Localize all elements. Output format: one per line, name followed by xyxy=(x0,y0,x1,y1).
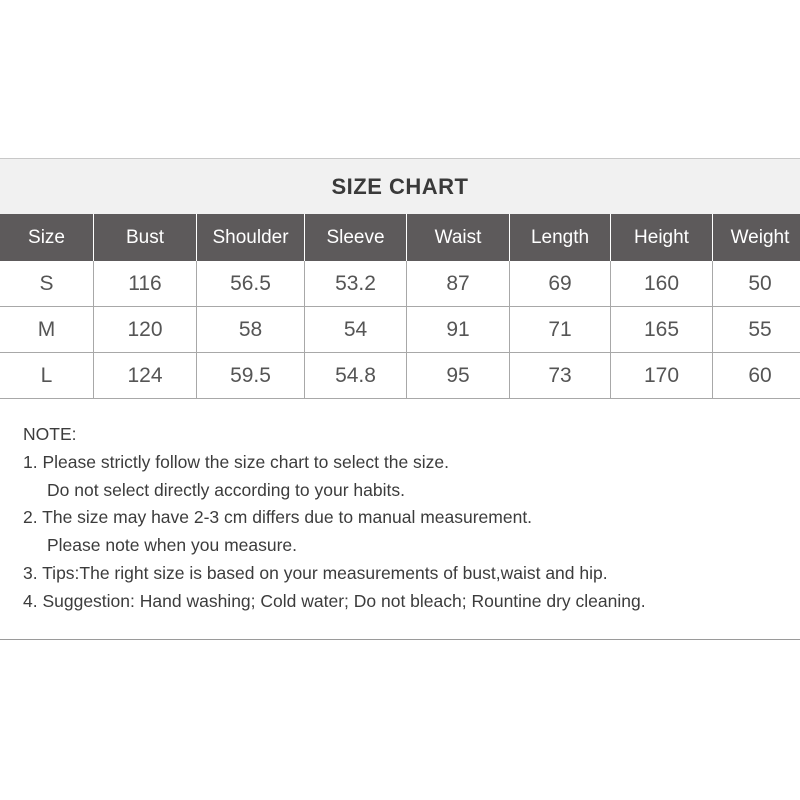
table-cell: 91 xyxy=(407,307,510,353)
size-table xyxy=(0,214,800,399)
header-waist: Waist xyxy=(407,214,510,261)
table-cell: 160 xyxy=(611,261,713,307)
size-chart-title-bar xyxy=(0,159,800,214)
table-cell: 58 xyxy=(197,307,305,353)
table-cell: 54 xyxy=(305,307,407,353)
table-cell: 95 xyxy=(407,353,510,399)
table-cell: 120 xyxy=(94,307,197,353)
notes-section xyxy=(23,421,793,616)
table-row xyxy=(0,261,800,307)
table-cell: L xyxy=(0,353,94,399)
table-cell: 55 xyxy=(713,307,800,353)
note-line: 3. Tips:The right size is based on your measurements of bust,waist and hip. xyxy=(23,562,608,583)
table-cell: 165 xyxy=(611,307,713,353)
table-cell: 60 xyxy=(713,353,800,399)
note-line: 4. Suggestion: Hand washing; Cold water; Do not bleach; Rountine dry cleaning. xyxy=(23,590,646,611)
header-bust: Bust xyxy=(94,214,197,261)
table-cell: 71 xyxy=(510,307,611,353)
table-cell: 53.2 xyxy=(305,261,407,307)
header-height: Height xyxy=(611,214,713,261)
table-cell: 69 xyxy=(510,261,611,307)
header-length: Length xyxy=(510,214,611,261)
note-line: Do not select directly according to your habits. xyxy=(47,479,405,500)
table-cell: 73 xyxy=(510,353,611,399)
table-row xyxy=(0,307,800,353)
table-cell: 87 xyxy=(407,261,510,307)
table-cell: S xyxy=(0,261,94,307)
header-weight: Weight xyxy=(713,214,800,261)
table-cell: 59.5 xyxy=(197,353,305,399)
table-cell: 124 xyxy=(94,353,197,399)
table-cell: 54.8 xyxy=(305,353,407,399)
table-header-row xyxy=(0,214,800,261)
size-chart-title: SIZE CHART xyxy=(331,173,469,199)
header-size: Size xyxy=(0,214,94,261)
note-line: 2. The size may have 2-3 cm differs due to manual measurement. xyxy=(23,507,533,528)
table-cell: 50 xyxy=(713,261,800,307)
table-cell: 56.5 xyxy=(197,261,305,307)
table-cell: 170 xyxy=(611,353,713,399)
note-line: 1. Please strictly follow the size chart to select the size. xyxy=(23,451,450,472)
table-cell: M xyxy=(0,307,94,353)
table-row xyxy=(0,353,800,399)
table-cell: 116 xyxy=(94,261,197,307)
header-sleeve: Sleeve xyxy=(305,214,407,261)
notes-heading: NOTE: xyxy=(23,424,77,444)
header-shoulder: Shoulder xyxy=(197,214,305,261)
note-line: Please note when you measure. xyxy=(47,535,298,556)
size-chart-panel xyxy=(0,158,800,640)
